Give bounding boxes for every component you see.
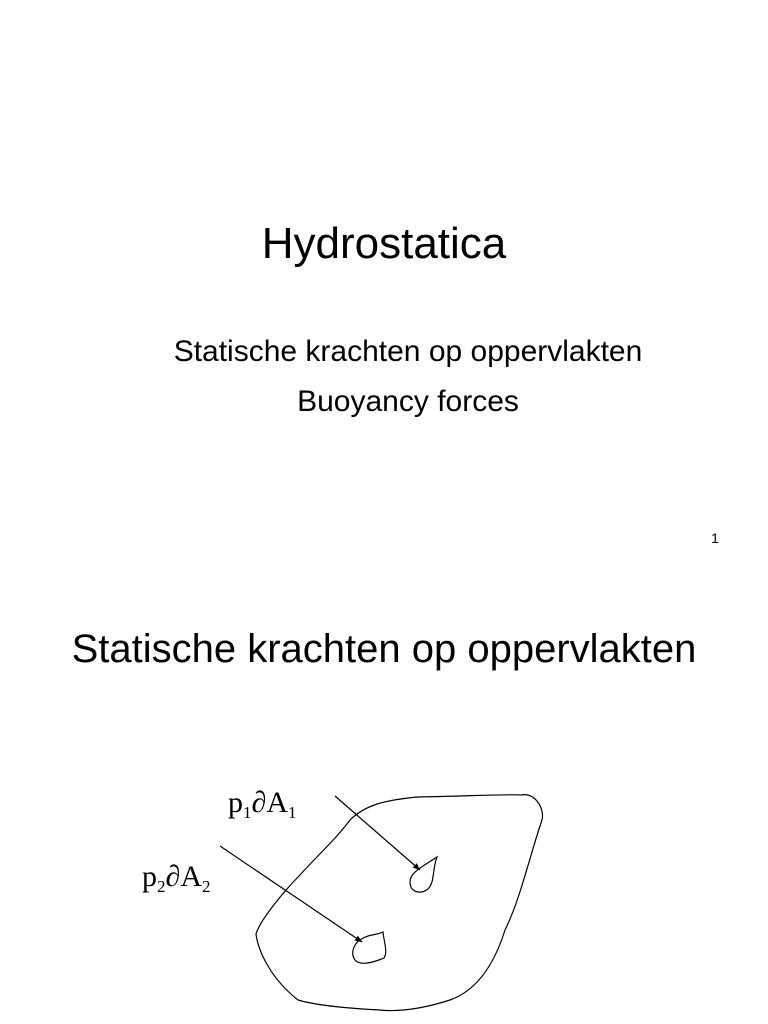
force-label-2: $p_2\partial A_2$ (142, 860, 211, 896)
force-label-1: $p_1\partial A_1$ (228, 786, 297, 822)
body-outline (256, 795, 542, 1011)
slide-title: Statische krachten op oppervlakten (71, 627, 697, 671)
force-arrow-2 (220, 846, 362, 942)
slide-subtitle-line-1: Statische krachten op oppervlakten (173, 335, 643, 368)
slide-subtitle-line-2: Buoyancy forces (297, 385, 519, 418)
slide-title: Hydrostatica (261, 219, 507, 268)
body-surface-diagram (0, 570, 768, 1024)
force-arrow-1 (335, 796, 420, 870)
surface-element-2 (353, 932, 386, 963)
page-number: 1 (711, 530, 719, 546)
slide-2 (0, 570, 768, 1024)
surface-element-1 (410, 857, 437, 892)
